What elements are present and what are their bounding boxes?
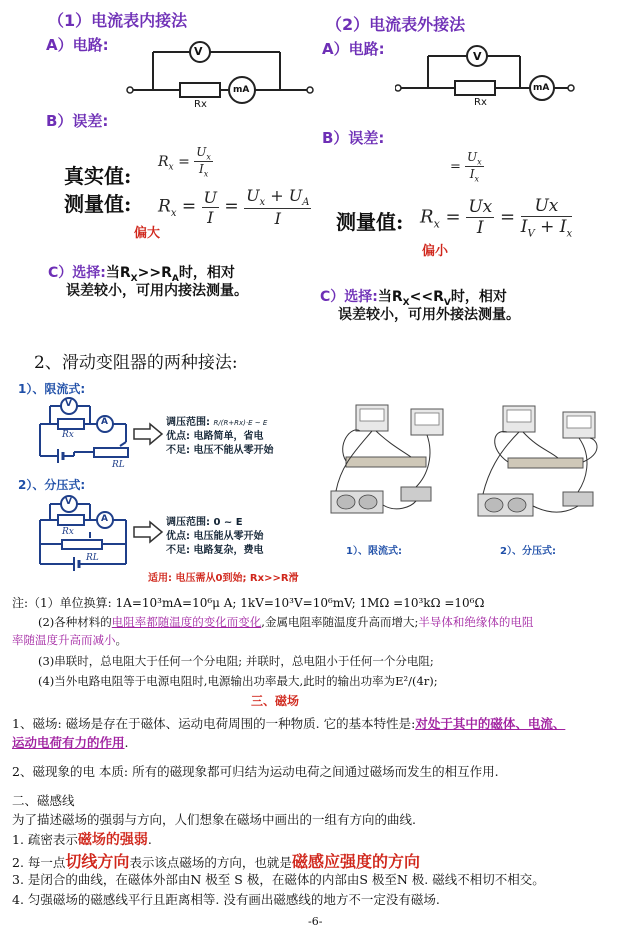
- voltage-divider-label: 2）、分压式:: [18, 478, 86, 492]
- magnetism-title: 三、磁场: [251, 694, 300, 708]
- outer-choice-line1: C）选择:当$R_X<<R_V$时，相对: [320, 289, 507, 308]
- inner-measured-formula: $R_x$ = $\frac{U}{I}$ = $\frac{U_x + U_A}{I}$: [158, 186, 310, 229]
- divider-ammeter-symbol: A: [101, 514, 108, 524]
- note-max-power: (4)当外电路电阻等于电源电阻时,电源输出功率最大,此时的输出功率为E²/(4r);: [38, 674, 438, 688]
- outer-connection-circuit: [395, 44, 575, 104]
- limit-voltmeter-symbol: V: [65, 399, 72, 409]
- outer-measured-label: 测量值:: [336, 210, 404, 234]
- note-unit-conversion: 注:（1）单位换算: 1A=10³mA=10⁶μ A; 1kV=10³V=10⁶mV; 1MΩ =10³kΩ =10⁶Ω: [12, 596, 485, 610]
- outer-circuit-label: A）电路:: [322, 40, 385, 58]
- outer-error-label: B）误差:: [322, 129, 385, 147]
- inner-method-header: （1）电流表内接法: [48, 11, 188, 30]
- inner-measured-label: 测量值:: [64, 192, 132, 216]
- divider-rx-label: Rx: [62, 527, 74, 537]
- note-series-parallel: (3)串联时，总电阻大于任何一个分电阻; 并联时，总电阻小于任何一个分电阻;: [38, 654, 434, 668]
- outer-method-header: （2）电流表外接法: [326, 15, 466, 34]
- outer-milliammeter-symbol: mA: [533, 83, 550, 93]
- magnetic-field-definition-line1: 1、磁场: 磁场是存在于磁体、运动电荷周围的一种物质. 它的基本特性是:对处于其中的磁体、电流、: [12, 716, 566, 731]
- outer-true-formula: = $\frac{U_x}{I_x}$: [450, 150, 482, 184]
- divider-apply-note: 适用: 电压需从0到始; Rx>>R滑: [148, 573, 299, 584]
- limit-ammeter-symbol: A: [101, 417, 108, 427]
- limit-current-label: 1）、限流式:: [18, 382, 86, 396]
- inner-error-label: B）误差:: [46, 112, 109, 130]
- note-resistivity-line2: 率随温度升高而减小。: [12, 633, 127, 647]
- inner-bias-label: 偏大: [134, 226, 161, 241]
- inner-circuit-label: A）电路:: [46, 36, 109, 54]
- outer-bias-label: 偏小: [422, 244, 449, 259]
- limit-current-apparatus-image: [316, 395, 461, 530]
- voltage-divider-circuit: [28, 492, 138, 574]
- milliammeter-symbol: mA: [233, 85, 250, 95]
- outer-voltmeter-symbol: V: [473, 50, 482, 63]
- field-lines-item-2: 2. 每一点切线方向表示该点磁场的方向，也就是磁感应强度的方向: [12, 852, 420, 871]
- true-value-label: 真实值:: [64, 164, 132, 188]
- divider-arrow-icon: [132, 520, 164, 544]
- field-lines-item-3: 3. 是闭合的曲线，在磁体外部由N 极至 S 极，在磁体的内部由S 极至N 极. 磁线不相切不相交。: [12, 872, 545, 887]
- magnetic-field-definition-line2: 运动电荷有力的作用.: [12, 735, 129, 750]
- inner-choice-line2: 误差较小，可用内接法测量。: [66, 283, 248, 299]
- voltmeter-symbol: V: [194, 45, 203, 58]
- voltage-divider-apparatus-image: [468, 398, 618, 530]
- inner-connection-circuit: [125, 38, 315, 108]
- limit-rl-label: RL: [112, 460, 125, 470]
- magnetic-essence: 2、磁现象的电 本质: 所有的磁现象都可归结为运动电荷之间通过磁场而发生的相互作用.: [12, 764, 499, 779]
- limit-photo-caption: 1）、限流式:: [346, 546, 402, 557]
- limit-arrow-icon: [132, 422, 164, 446]
- true-value-formula: $R_x$ = $\frac{U_x}{I_x}$: [158, 145, 211, 179]
- field-lines-item-4: 4. 匀强磁场的磁感线平行且距离相等. 没有画出磁感线的地方不一定没有磁场.: [12, 892, 440, 907]
- field-lines-intro: 为了描述磁场的强弱与方向，人们想象在磁场中画出的一组有方向的曲线.: [12, 812, 416, 827]
- limit-rx-label: Rx: [62, 430, 74, 440]
- field-lines-item-1: 1. 疏密表示磁场的强弱.: [12, 832, 152, 848]
- field-lines-heading: 二、磁感线: [12, 793, 75, 808]
- outer-resistor-label: Rx: [474, 97, 487, 108]
- outer-choice-line2: 误差较小，可用外接法测量。: [338, 307, 520, 323]
- divider-voltmeter-symbol: V: [65, 497, 72, 507]
- inner-choice-line1: C）选择:当$R_X>>R_A$时，相对: [48, 265, 235, 284]
- rheostat-section-title: 2、滑动变阻器的两种接法:: [34, 353, 238, 373]
- divider-info-box: 调压范围: 0 ~ E 优点: 电压能从零开始 不足: 电路复杂，费电: [166, 517, 264, 556]
- divider-photo-caption: 2）、分压式:: [500, 546, 556, 557]
- page-number: -6-: [308, 915, 323, 928]
- limit-info-box: 调压范围: R/(R+Rx)·E ~ E 优点: 电路简单，省电 不足: 电压不能从零开始: [166, 417, 274, 456]
- divider-rl-label: RL: [86, 553, 99, 563]
- note-resistivity-line1: (2)各种材料的电阻率都随温度的变化而变化,金属电阻率随温度升高而增大;半导体和绝缘体的电阻: [38, 615, 534, 629]
- outer-measured-formula: $R_x$ = $\frac{Ux}{I}$ = $\frac{Ux}{I_V + I_x}$: [420, 196, 573, 240]
- resistor-label: Rx: [194, 99, 207, 110]
